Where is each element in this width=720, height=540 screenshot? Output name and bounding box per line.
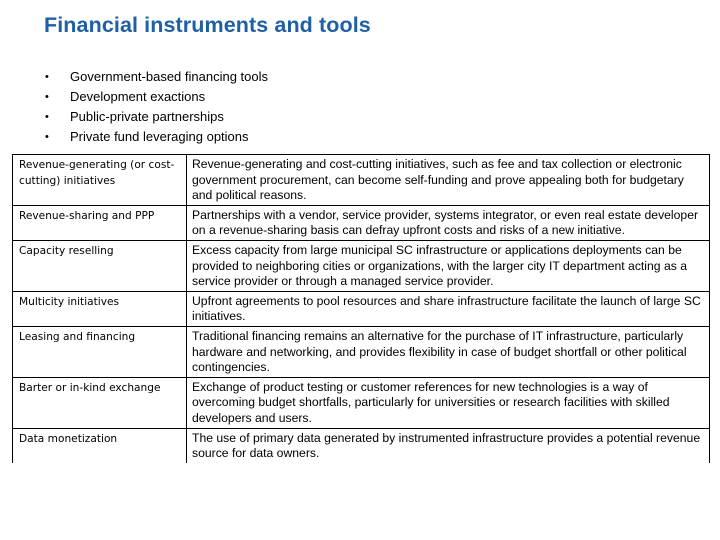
table-row xyxy=(13,155,710,206)
instruments-table-wrapper xyxy=(12,154,709,463)
bullet-item xyxy=(44,107,268,127)
slide-title: Financial instruments and tools xyxy=(44,13,371,37)
bullet-text: Government-based financing tools xyxy=(70,69,269,84)
row-description: Revenue-generating and cost-cutting initiatives, such as fee and tax collection or electronic government procurement, can become self-funding and prove appealing both for budgetary and political reasons. xyxy=(187,155,710,206)
instruments-table xyxy=(12,154,710,463)
row-term: Barter or in-kind exchange xyxy=(13,377,187,428)
row-term: Capacity reselling xyxy=(13,240,187,291)
table-row xyxy=(13,428,710,463)
table-row xyxy=(13,326,710,377)
bullet-text: Public-private partnerships xyxy=(70,109,224,124)
bullet-text: Private fund leveraging options xyxy=(70,129,249,144)
bullet-item xyxy=(44,87,268,107)
bullet-dot-icon: • xyxy=(45,71,49,83)
table-row xyxy=(13,377,710,428)
row-term: Revenue-sharing and PPP xyxy=(13,205,187,240)
row-term: Data monetization xyxy=(13,428,187,463)
bullet-item xyxy=(44,127,268,147)
row-description: Traditional financing remains an alternative for the purchase of IT infrastructure, particularly hardware and networking, and provides flexibility in case of budget shortfall or other political contingencies. xyxy=(187,326,710,377)
bullet-text: Development exactions xyxy=(70,89,206,104)
table-row xyxy=(13,205,710,240)
row-description: The use of primary data generated by instrumented infrastructure provides a potential revenue source for data owners. xyxy=(187,428,710,463)
table-row xyxy=(13,291,710,326)
row-description: Exchange of product testing or customer references for new technologies is a way of overcoming budget shortfalls, particularly for universities or research facilities with skilled developers and users. xyxy=(187,377,710,428)
row-term: Leasing and financing xyxy=(13,326,187,377)
bullet-list xyxy=(44,67,268,147)
row-description: Partnerships with a vendor, service provider, systems integrator, or even real estate developer on a revenue-sharing basis can defray upfront costs and risks of a new initiative. xyxy=(187,205,710,240)
table-row xyxy=(13,240,710,291)
bullet-dot-icon: • xyxy=(45,111,49,123)
row-term: Revenue-generating (or cost-cutting) initiatives xyxy=(13,155,187,206)
bullet-dot-icon: • xyxy=(45,91,49,103)
row-description: Excess capacity from large municipal SC infrastructure or applications deployments can be provided to neighboring cities or organizations, with the larger city IT department acting as a service provider or through a managed service provider. xyxy=(187,240,710,291)
bullet-item xyxy=(44,67,268,87)
bullet-dot-icon: • xyxy=(45,131,49,143)
row-description: Upfront agreements to pool resources and share infrastructure facilitate the launch of large SC initiatives. xyxy=(187,291,710,326)
row-term: Multicity initiatives xyxy=(13,291,187,326)
